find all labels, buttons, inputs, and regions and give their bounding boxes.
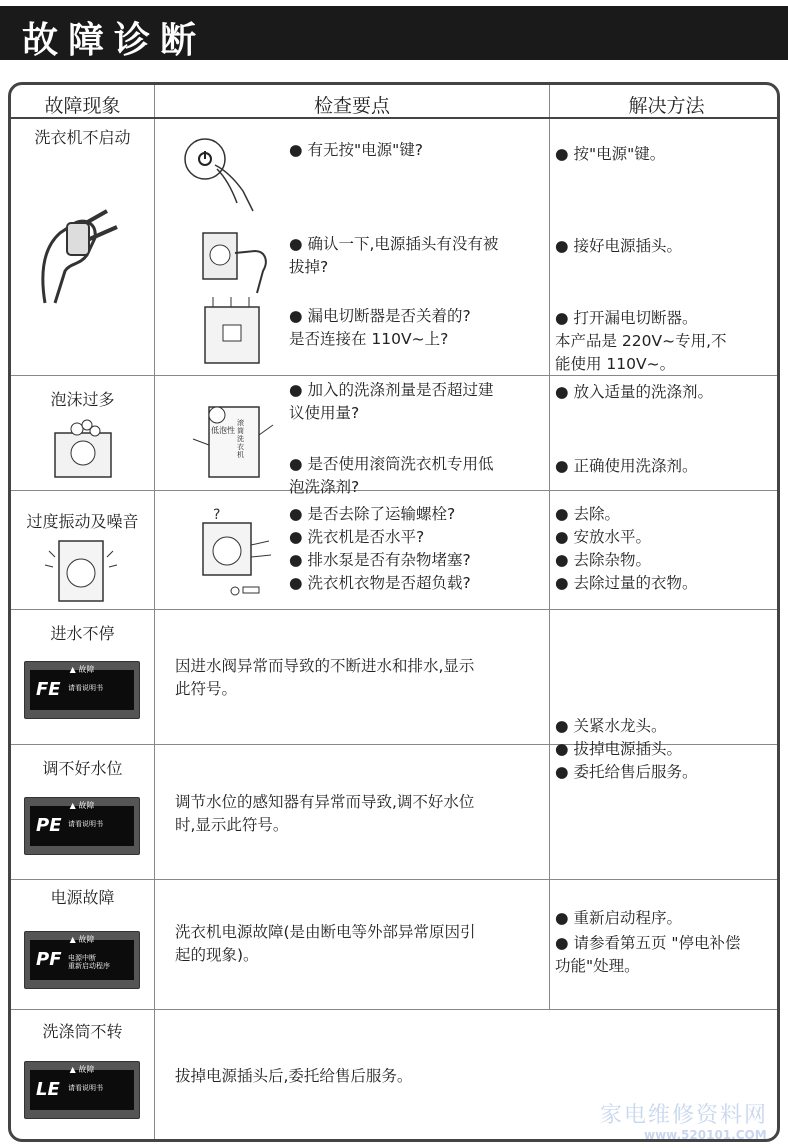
power-button-icon bbox=[183, 135, 263, 215]
panel-message: 请看说明书 bbox=[68, 820, 103, 828]
desc-le-1: 拔掉电源插头后,委托给售后服务。 bbox=[175, 1067, 413, 1085]
symptom-too-much-foam: 泡沫过多 bbox=[50, 390, 115, 409]
solution-1-3: ● 打开漏电切断器。 bbox=[555, 309, 698, 327]
error-code-le: LE bbox=[36, 1079, 60, 1100]
solution-1-3c: 能使用 110V~。 bbox=[555, 355, 676, 373]
plug-illustration bbox=[25, 193, 135, 308]
symptom-drum-not-rotating: 洗涤筒不转 bbox=[42, 1022, 123, 1041]
row-divider-6 bbox=[11, 1009, 780, 1010]
solution-pf-2: ● 请参看第五页 "停电补偿 bbox=[555, 934, 741, 952]
solution-2-2: ● 正确使用洗涤剂。 bbox=[555, 457, 698, 475]
header-solution: 解决方法 bbox=[628, 95, 705, 117]
check-3-4: ● 洗衣机衣物是否超负载? bbox=[289, 574, 471, 592]
check-2-2: ● 是否使用滚筒洗衣机专用低 bbox=[289, 455, 494, 473]
error-code-fe: FE bbox=[36, 679, 61, 700]
col-divider-1 bbox=[154, 85, 155, 1142]
solution-1-3b: 本产品是 220V~专用,不 bbox=[555, 332, 727, 350]
fe-display-panel bbox=[24, 661, 140, 719]
solution-shared-1: ● 关紧水龙头。 bbox=[555, 717, 667, 735]
col-divider-2b bbox=[549, 609, 550, 1009]
solution-1-2: ● 接好电源插头。 bbox=[555, 237, 682, 255]
shaking-washer-icon bbox=[39, 531, 123, 605]
desc-pe-1: 调节水位的感知器有异常而导致,调不好水位 bbox=[175, 793, 475, 811]
panel-message: 电源中断 重新启动程序 bbox=[68, 954, 110, 970]
row-divider-5 bbox=[11, 879, 780, 880]
fault-label: ▲ 故障 bbox=[69, 665, 95, 674]
symptom-not-start: 洗衣机不启动 bbox=[34, 128, 131, 147]
solution-shared-3: ● 委托给售后服务。 bbox=[555, 763, 698, 781]
le-display-panel bbox=[24, 1061, 140, 1119]
solution-1-1: ● 按"电源"键。 bbox=[555, 145, 666, 163]
check-3-3: ● 排水泵是否有杂物堵塞? bbox=[289, 551, 471, 569]
fault-label: ▲ 故障 bbox=[69, 935, 95, 944]
desc-pe-2: 时,显示此符号。 bbox=[175, 816, 289, 834]
solution-3-2: ● 安放水平。 bbox=[555, 528, 651, 546]
page-title: 故障诊断 bbox=[22, 20, 207, 61]
row-divider-3 bbox=[11, 609, 780, 610]
solution-shared-2: ● 拔掉电源插头。 bbox=[555, 740, 682, 758]
check-3-1: ● 是否去除了运输螺栓? bbox=[289, 505, 456, 523]
check-2-1b: 议使用量? bbox=[289, 404, 360, 422]
svg-text:?: ? bbox=[213, 507, 221, 523]
check-1-2b: 拔掉? bbox=[289, 258, 329, 276]
check-1-3b: 是否连接在 110V~上? bbox=[289, 330, 449, 348]
error-code-pe: PE bbox=[36, 815, 62, 836]
box-label-2: 滚筒洗衣机 bbox=[237, 419, 244, 459]
washer-check-icon bbox=[185, 505, 281, 601]
solution-pf-2b: 功能"处理。 bbox=[555, 957, 640, 975]
check-2-1: ● 加入的洗涤剂量是否超过建 bbox=[289, 381, 494, 399]
desc-fe-2: 此符号。 bbox=[175, 680, 238, 698]
check-3-2: ● 洗衣机是否水平? bbox=[289, 528, 425, 546]
solution-pf-1: ● 重新启动程序。 bbox=[555, 909, 682, 927]
panel-message: 请看说明书 bbox=[68, 684, 103, 692]
symptom-water-level-fail: 调不好水位 bbox=[42, 759, 123, 778]
watermark-text: 家电维修资料网 bbox=[600, 1103, 769, 1128]
pf-display-panel bbox=[24, 931, 140, 989]
col-divider-2 bbox=[549, 85, 550, 609]
check-1-3: ● 漏电切断器是否关着的? bbox=[289, 307, 471, 325]
check-1-1: ● 有无按"电源"键? bbox=[289, 141, 423, 159]
header-check: 检查要点 bbox=[313, 95, 390, 117]
detergent-box-icon bbox=[187, 395, 277, 485]
title-bar bbox=[0, 6, 788, 60]
breaker-icon bbox=[201, 295, 271, 365]
symptom-power-failure: 电源故障 bbox=[50, 888, 115, 907]
diagnosis-table bbox=[8, 82, 780, 1142]
watermark-url: www.520101.COM bbox=[644, 1128, 767, 1142]
desc-fe-1: 因进水阀异常而导致的不断进水和排水,显示 bbox=[175, 657, 475, 675]
symptom-vibration-noise: 过度振动及噪音 bbox=[26, 512, 139, 531]
solution-3-1: ● 去除。 bbox=[555, 505, 620, 523]
check-1-2: ● 确认一下,电源插头有没有被 bbox=[289, 235, 499, 253]
header-symptom: 故障现象 bbox=[44, 95, 121, 117]
solution-2-1: ● 放入适量的洗涤剂。 bbox=[555, 383, 713, 401]
check-2-2b: 泡洗涤剂? bbox=[289, 478, 360, 496]
desc-pf-1: 洗衣机电源故障(是由断电等外部异常原因引 bbox=[175, 923, 476, 941]
socket-plug-icon bbox=[199, 225, 279, 295]
fault-label: ▲ 故障 bbox=[69, 801, 95, 810]
row-divider-2 bbox=[11, 490, 780, 491]
fault-label: ▲ 故障 bbox=[69, 1065, 95, 1074]
pe-display-panel bbox=[24, 797, 140, 855]
symptom-water-keeps-entering: 进水不停 bbox=[50, 624, 115, 643]
error-code-pf: PF bbox=[36, 949, 62, 970]
box-label-1: 低泡性 bbox=[211, 426, 235, 435]
solution-3-3: ● 去除杂物。 bbox=[555, 551, 651, 569]
foam-tub-icon bbox=[47, 415, 119, 481]
panel-message: 请看说明书 bbox=[68, 1084, 103, 1092]
solution-3-4: ● 去除过量的衣物。 bbox=[555, 574, 698, 592]
desc-pf-2: 起的现象)。 bbox=[175, 946, 259, 964]
